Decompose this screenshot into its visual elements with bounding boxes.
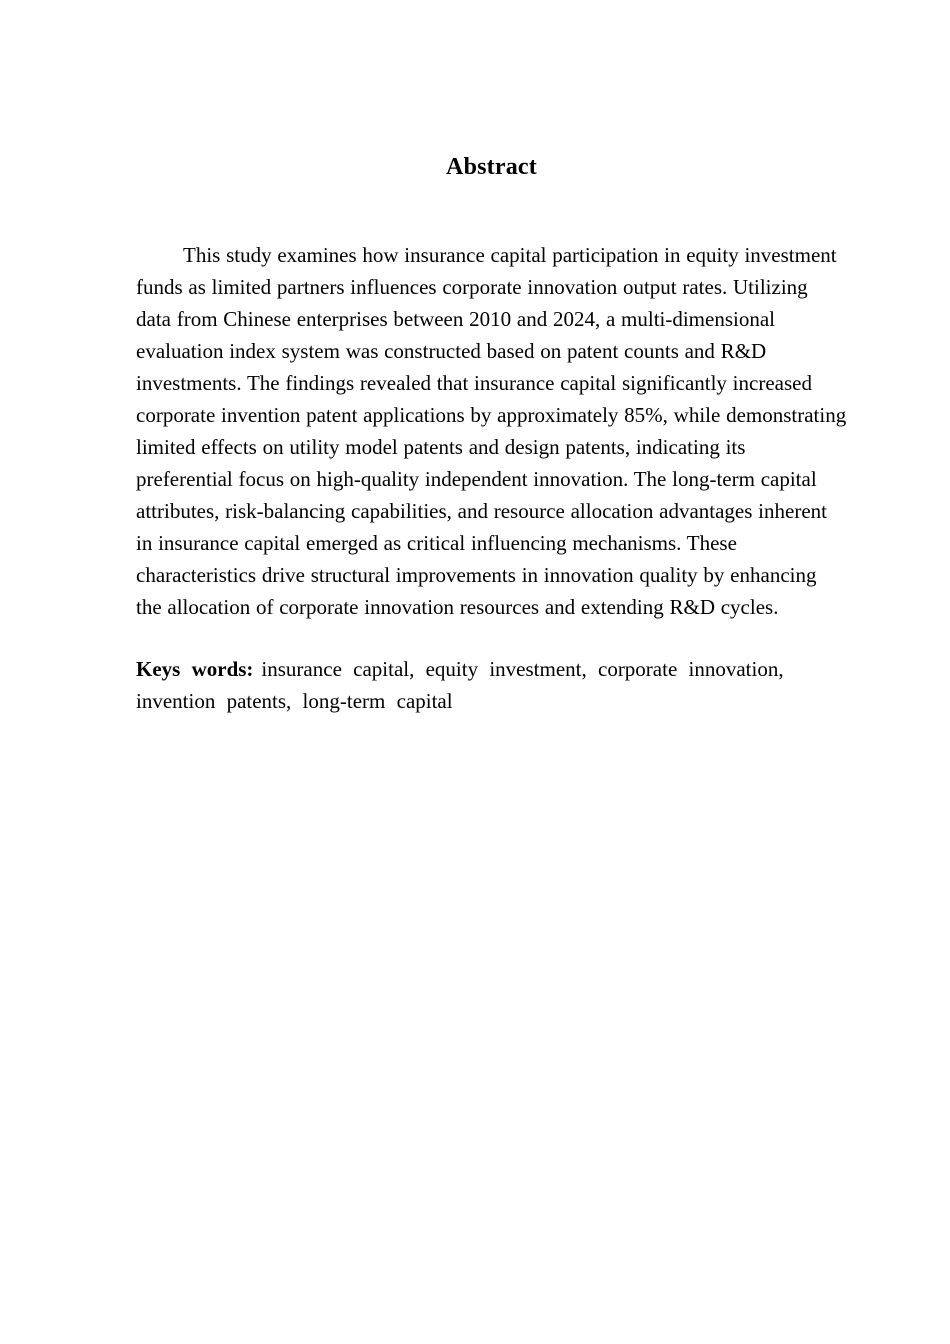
keywords-section [136, 653, 847, 717]
abstract-heading: Abstract [446, 154, 537, 180]
keywords-text: insurance capital, equity investment, corporate innovation, invention patents, long-term capital [136, 657, 784, 713]
keywords-label: Keys words: [136, 657, 254, 681]
abstract-paragraph: This study examines how insurance capital participation in equity investment funds as limited partners influences corporate innovation output rates. Utilizing data from Chinese enterprises between 2010 and 2024, a multi-dimensional evaluation index system was constructed based on patent counts and R&D investments. The findings revealed that insurance capital significantly increased corporate invention patent applications by approximately 85%, while demonstrating limited effects on utility model patents and design patents, indicating its preferential focus on high-quality independent innovation. The long-term capital attributes, risk-balancing capabilities, and resource allocation advantages inherent in insurance capital emerged as critical influencing mechanisms. These characteristics drive structural improvements in innovation quality by enhancing the allocation of corporate innovation resources and extending R&D cycles. [136, 243, 847, 619]
